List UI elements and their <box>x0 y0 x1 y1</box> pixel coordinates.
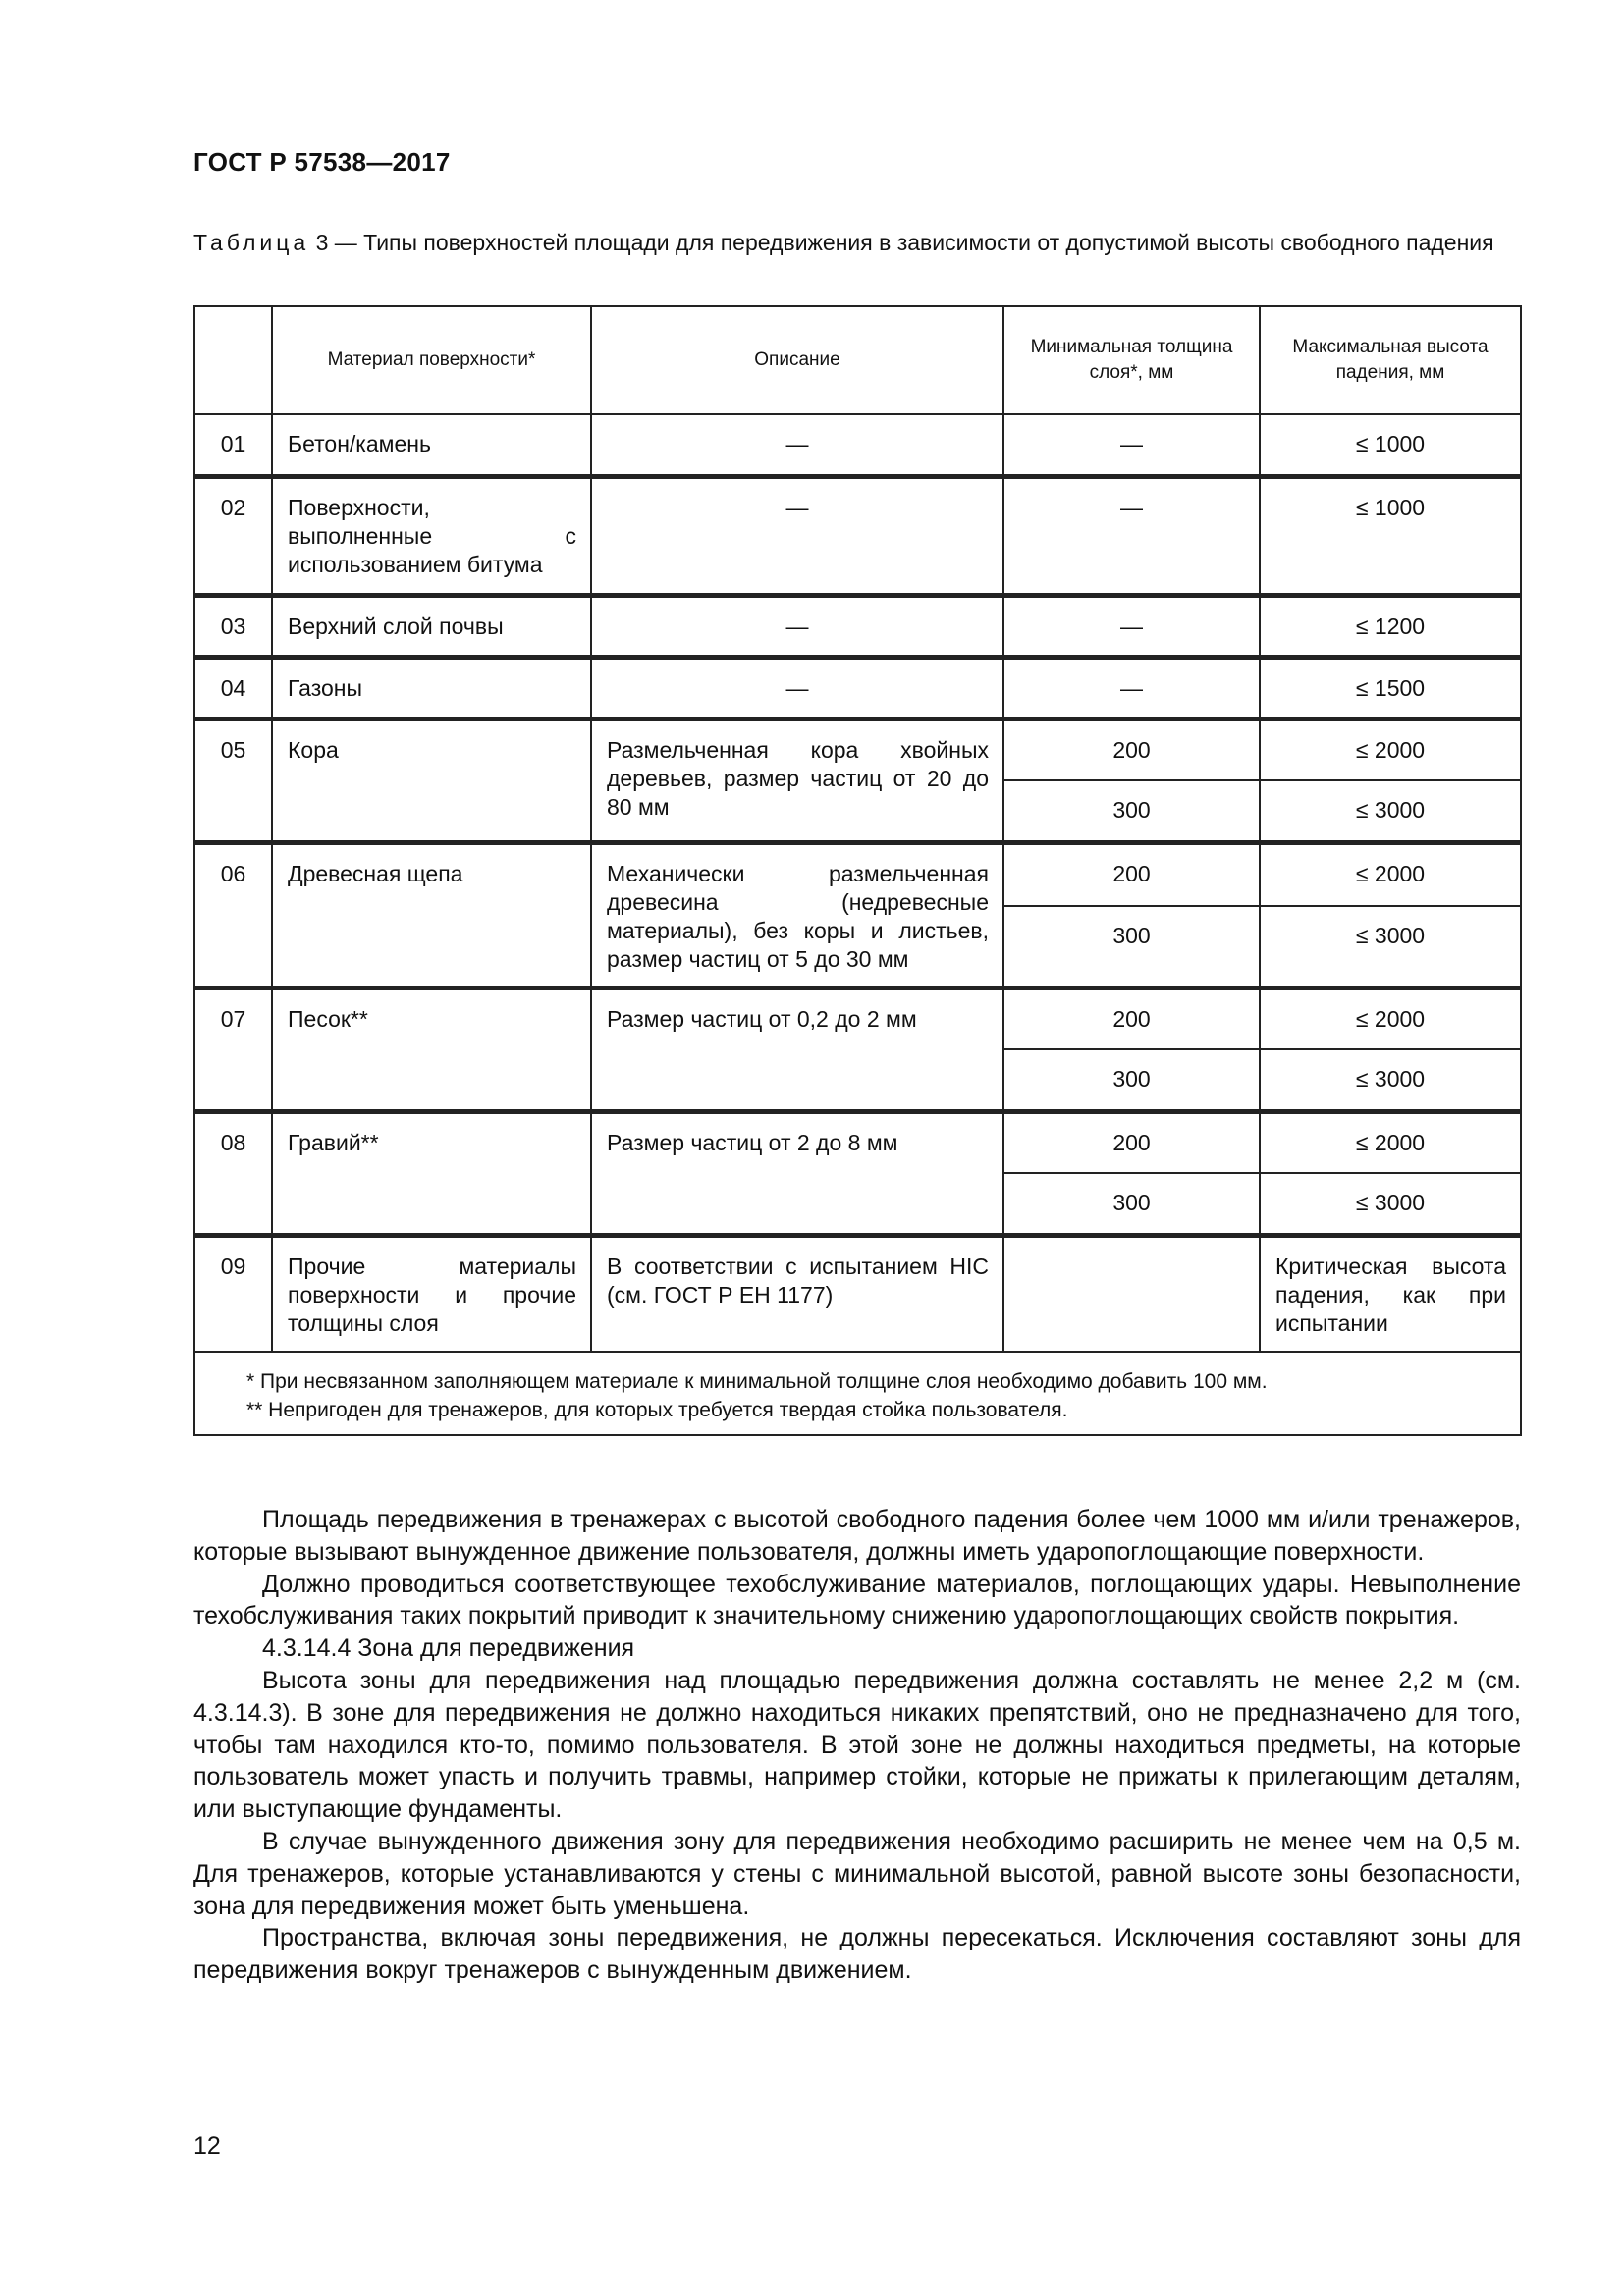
row-material: Прочие материалы поверхности и прочие толщины слоя <box>272 1235 591 1352</box>
row-height: ≤ 3000 <box>1260 906 1521 988</box>
row-height: ≤ 1000 <box>1260 476 1521 595</box>
row-material: Гравий** <box>272 1111 591 1235</box>
header-thickness: Минимальная толщина слоя*, мм <box>1003 306 1260 414</box>
body-text <box>193 1504 1521 1987</box>
row-height: ≤ 1000 <box>1260 414 1521 476</box>
row-description: — <box>591 476 1003 595</box>
row-height: ≤ 2000 <box>1260 988 1521 1049</box>
row-thickness: 300 <box>1003 906 1260 988</box>
row-height: ≤ 2000 <box>1260 1111 1521 1173</box>
row-description: Размер частиц от 2 до 8 мм <box>591 1111 1003 1235</box>
row-material: Песок** <box>272 988 591 1111</box>
row-height: ≤ 3000 <box>1260 1173 1521 1235</box>
table-caption <box>193 228 1519 257</box>
table-row <box>194 595 1521 657</box>
row-num: 03 <box>194 595 272 657</box>
table-row <box>194 1111 1521 1173</box>
row-thickness: — <box>1003 414 1260 476</box>
table-caption-text: 3 — Типы поверхностей площади для передвижения в зависимости от допустимой высоты свободного падения <box>315 230 1494 255</box>
row-height: ≤ 3000 <box>1260 1049 1521 1111</box>
surface-types-table <box>193 305 1522 1436</box>
paragraph-3: Высота зоны для передвижения над площадью передвижения должна составлять не менее 2,2 м (см. 4.3.14.3). В зоне для передвижения не должно находиться никаких препятствий, оно не предназначено для того, чтобы там находился кто-то, помимо пользователя. В этой зоне не должны находиться предметы, на которые пользователь может упасть и получить травмы, например стойки, которые не прижаты к прилегающим деталям, или выступающие фундаменты. <box>193 1666 1521 1824</box>
row-description: Механически размельченная древесина (недревесные материалы), без коры и листьев, размер частиц от 5 до 30 мм <box>591 842 1003 988</box>
row-thickness: 200 <box>1003 988 1260 1049</box>
page-number: 12 <box>193 2132 221 2160</box>
row-material: Кора <box>272 719 591 842</box>
table-row <box>194 842 1521 906</box>
standard-header: ГОСТ Р 57538—2017 <box>193 147 451 177</box>
row-description: — <box>591 657 1003 719</box>
header-description: Описание <box>591 306 1003 414</box>
row-thickness: 300 <box>1003 780 1260 842</box>
row-material: Верхний слой почвы <box>272 595 591 657</box>
row-num: 04 <box>194 657 272 719</box>
table-header-row <box>194 306 1521 414</box>
row-material: Древесная щепа <box>272 842 591 988</box>
row-thickness <box>1003 1235 1260 1352</box>
table-row <box>194 414 1521 476</box>
row-num: 08 <box>194 1111 272 1235</box>
row-thickness: 300 <box>1003 1173 1260 1235</box>
row-material: Газоны <box>272 657 591 719</box>
row-height: ≤ 1500 <box>1260 657 1521 719</box>
row-height: Критическая высота падения, как при испытании <box>1260 1235 1521 1352</box>
row-description: В соответствии с испытанием HIC (см. ГОСТ Р ЕН 1177) <box>591 1235 1003 1352</box>
row-description: Размельченная кора хвойных деревьев, размер частиц от 20 до 80 мм <box>591 719 1003 842</box>
table-row <box>194 1235 1521 1352</box>
row-num: 01 <box>194 414 272 476</box>
row-material: Бетон/камень <box>272 414 591 476</box>
row-num: 05 <box>194 719 272 842</box>
row-thickness: 300 <box>1003 1049 1260 1111</box>
row-thickness: 200 <box>1003 719 1260 780</box>
row-num: 02 <box>194 476 272 595</box>
header-material: Материал поверхности* <box>272 306 591 414</box>
row-height: ≤ 2000 <box>1260 842 1521 906</box>
row-height: ≤ 3000 <box>1260 780 1521 842</box>
row-description: — <box>591 414 1003 476</box>
table-row <box>194 657 1521 719</box>
table-notes-row <box>194 1352 1521 1435</box>
row-thickness: — <box>1003 595 1260 657</box>
table-notes <box>194 1352 1521 1435</box>
paragraph-5: Пространства, включая зоны передвижения, не должны пересекаться. Исключения составляют зоны для передвижения вокруг тренажеров с вынужденным движением. <box>193 1924 1521 1985</box>
table-row <box>194 719 1521 780</box>
table-caption-label: Таблица <box>193 230 310 255</box>
row-material: Поверхности, выполненные с использованием битума <box>272 476 591 595</box>
row-description: — <box>591 595 1003 657</box>
row-height: ≤ 1200 <box>1260 595 1521 657</box>
row-num: 06 <box>194 842 272 988</box>
paragraph-2: Должно проводиться соответствующее техобслуживание материалов, поглощающих удары. Невыполнение техобслуживания таких покрытий приводит к значительному снижению ударопоглощающих свойств покрытия. <box>193 1570 1521 1630</box>
paragraph-1: Площадь передвижения в тренажерах с высотой свободного падения более чем 1000 мм и/или тренажеров, которые вызывают вынужденное движение пользователя, должны иметь ударопоглощающие поверхности. <box>193 1506 1521 1566</box>
row-thickness: — <box>1003 657 1260 719</box>
row-height: ≤ 2000 <box>1260 719 1521 780</box>
header-height: Максимальная высота падения, мм <box>1260 306 1521 414</box>
row-thickness: 200 <box>1003 1111 1260 1173</box>
section-heading: 4.3.14.4 Зона для передвижения <box>262 1634 635 1663</box>
table-note-2: ** Непригоден для тренажеров, для которых требуется твердая стойка пользователя. <box>246 1399 1068 1421</box>
table-note-1: * При несвязанном заполняющем материале к минимальной толщине слоя необходимо добавить 100 мм. <box>246 1370 1268 1393</box>
paragraph-4: В случае вынужденного движения зону для передвижения необходимо расширить не менее чем на 0,5 м. Для тренажеров, которые устанавливаются у стены с минимальной высотой, равной высоте зоны безопасности, зона для передвижения может быть уменьшена. <box>193 1827 1521 1920</box>
row-description: Размер частиц от 0,2 до 2 мм <box>591 988 1003 1111</box>
row-num: 07 <box>194 988 272 1111</box>
table-row <box>194 476 1521 595</box>
row-thickness: — <box>1003 476 1260 595</box>
header-num <box>194 306 272 414</box>
row-thickness: 200 <box>1003 842 1260 906</box>
table-row <box>194 988 1521 1049</box>
row-num: 09 <box>194 1235 272 1352</box>
